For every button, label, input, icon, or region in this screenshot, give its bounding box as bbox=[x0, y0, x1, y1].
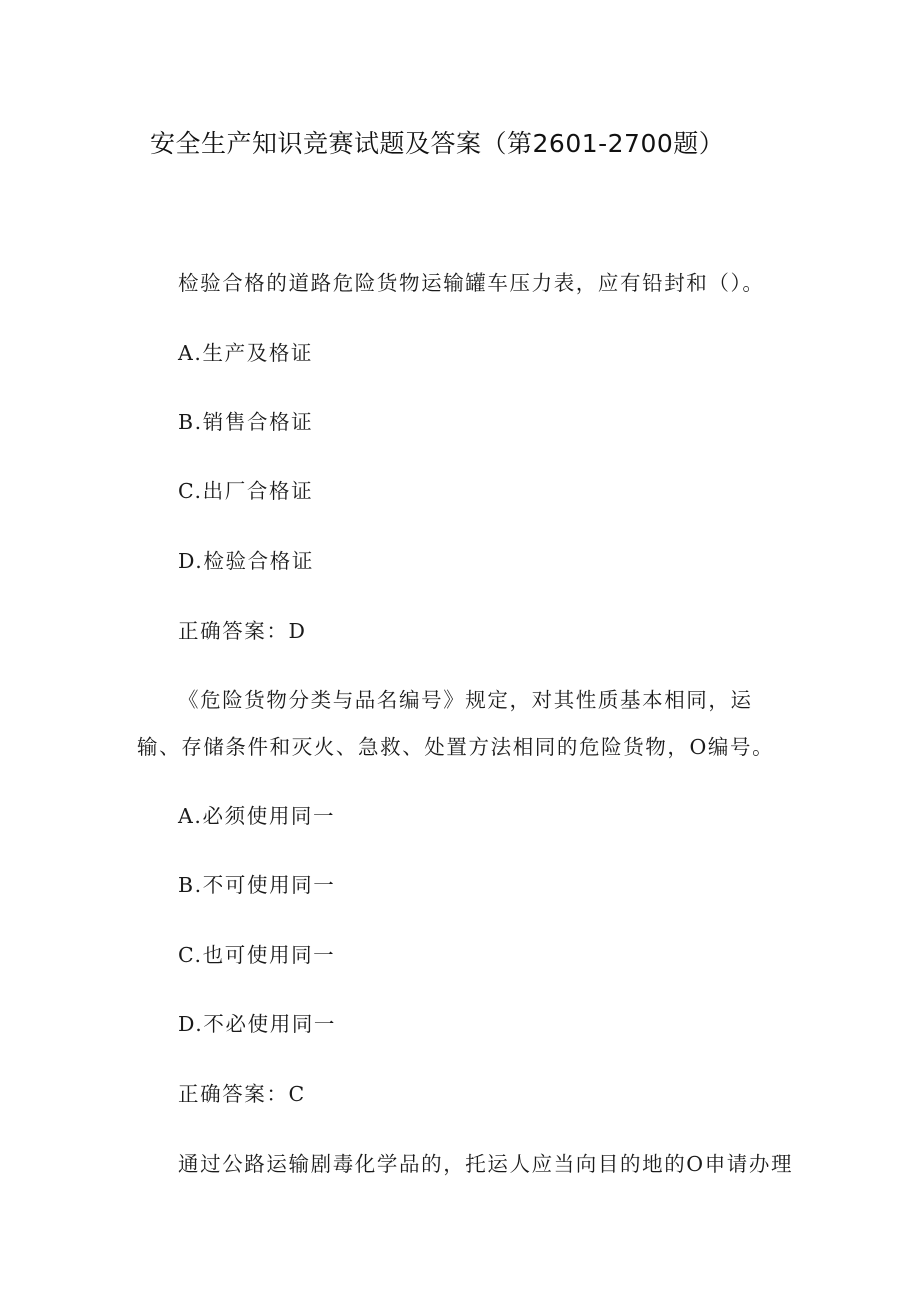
question-2-stem-line-1: 《危险货物分类与品名编号》规定，对其性质基本相同，运 bbox=[178, 688, 753, 712]
question-1-option-c: C.出厂合格证 bbox=[178, 479, 314, 503]
question-2-option-c: C.也可使用同一 bbox=[178, 943, 336, 967]
question-2-answer: 正确答案：C bbox=[178, 1082, 306, 1106]
question-3-stem-line-1: 通过公路运输剧毒化学品的，托运人应当向目的地的O申请办理 bbox=[178, 1152, 794, 1176]
question-2-stem-line-2: 输、存储条件和灭火、急救、处置方法相同的危险货物，O编号。 bbox=[137, 735, 775, 759]
question-1-answer: 正确答案：D bbox=[178, 619, 307, 643]
question-2-option-b: B.不可使用同一 bbox=[178, 873, 336, 897]
question-1-option-b: B.销售合格证 bbox=[178, 410, 314, 434]
question-1-stem: 检验合格的道路危险货物运输罐车压力表，应有铅封和（）。 bbox=[178, 271, 765, 295]
question-2-option-d: D.不必使用同一 bbox=[178, 1012, 337, 1036]
document-title: 安全生产知识竞赛试题及答案（第2601-2700题） bbox=[150, 129, 725, 158]
question-1-option-d: D.检验合格证 bbox=[178, 549, 314, 573]
question-2-option-a: A.必须使用同一 bbox=[178, 804, 336, 828]
question-1-option-a: A.生产及格证 bbox=[178, 341, 314, 365]
